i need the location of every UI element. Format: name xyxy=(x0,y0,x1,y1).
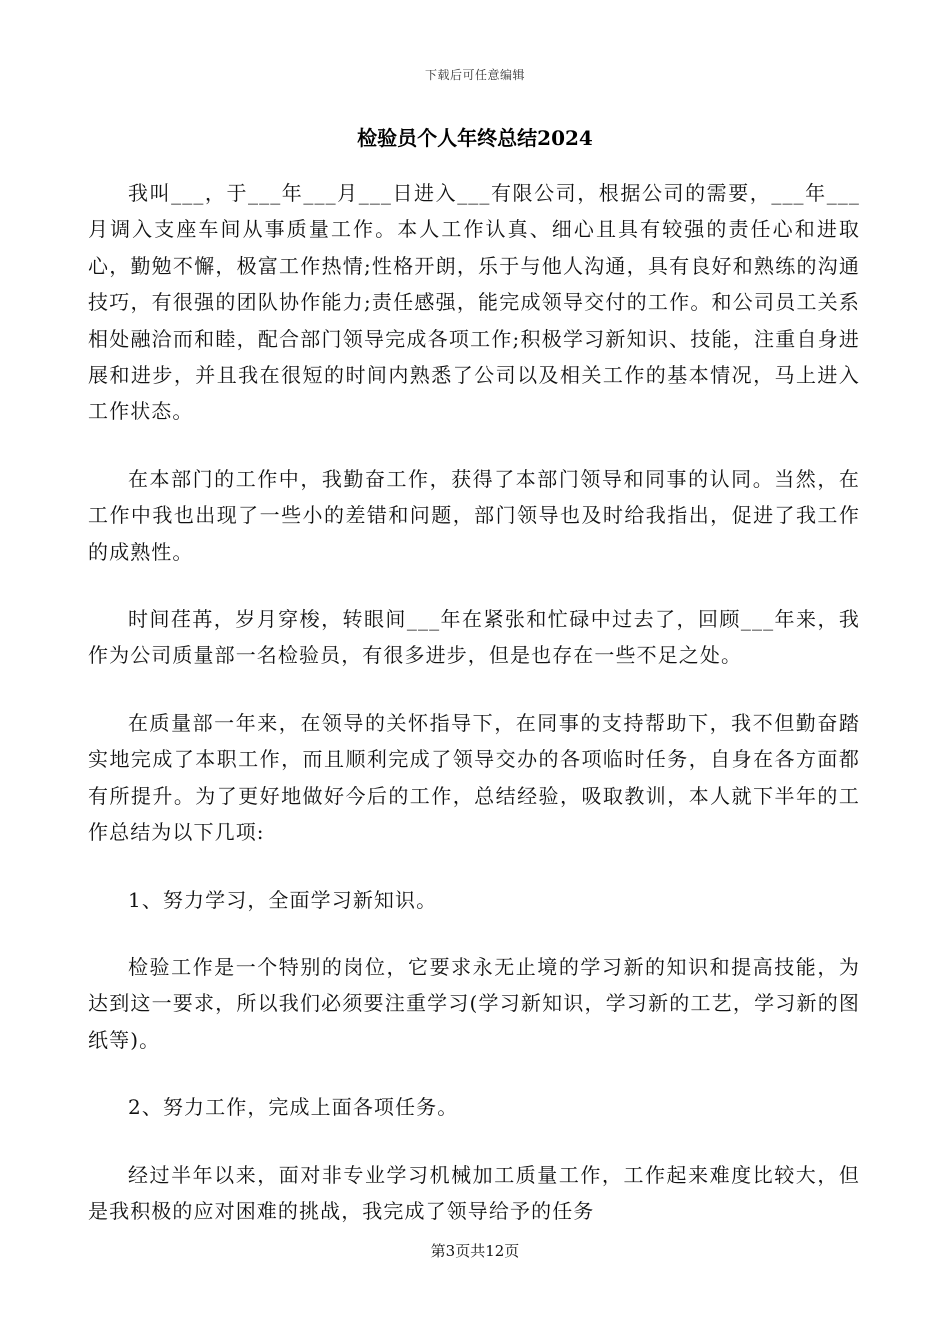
paragraph-work-tasks: 经过半年以来，面对非专业学习机械加工质量工作，工作起来难度比较大，但是我积极的应对困难的挑战，我完成了领导给予的任务 xyxy=(88,1162,860,1223)
paragraph-quality-dept: 在质量部一年来，在领导的关怀指导下，在同事的支持帮助下，我不但勤奋踏实地完成了本职工作，而且顺利完成了领导交办的各项临时任务，自身在各方面都有所提升。为了更好地做好今后的工作，总结经验，吸取教训，本人就下半年的工作总结为以下几项: xyxy=(88,710,860,845)
page-number: 第3页共12页 xyxy=(430,1242,520,1260)
document-body xyxy=(88,175,860,1229)
paragraph-year-review: 时间荏苒，岁月穿梭，转眼间___年在紧张和忙碌中过去了，回顾___年来，我作为公司质量部一名检验员，有很多进步，但是也存在一些不足之处。 xyxy=(88,607,860,668)
paragraph-intro: 我叫___，于___年___月___日进入___有限公司，根据公司的需要，___年___月调入支座车间从事质量工作。本人工作认真、细心且具有较强的责任心和进取心，勤勉不懈，极富工作热情;性格开朗，乐于与他人沟通，具有良好和熟练的沟通技巧，有很强的团队协作能力;责任感强，能完成领导交付的工作。和公司员工关系相处融洽而和睦，配合部门领导完成各项工作;积极学习新知识、技能，注重自身进展和进步，并且我在很短的时间内熟悉了公司以及相关工作的基本情况，马上进入工作状态。 xyxy=(88,181,860,424)
section-heading-1: 1、努力学习，全面学习新知识。 xyxy=(128,887,438,912)
paragraph-department-work: 在本部门的工作中，我勤奋工作，获得了本部门领导和同事的认同。当然，在工作中我也出现了一些小的差错和问题，部门领导也及时给我指出，促进了我工作的成熟性。 xyxy=(88,466,860,564)
header-note: 下载后可任意编辑 xyxy=(424,68,525,82)
section-heading-2: 2、努力工作，完成上面各项任务。 xyxy=(128,1095,459,1120)
document-title: 检验员个人年终总结2024 xyxy=(357,126,593,150)
paragraph-learning: 检验工作是一个特别的岗位，它要求永无止境的学习新的知识和提高技能，为达到这一要求，所以我们必须要注重学习(学习新知识，学习新的工艺，学习新的图纸等)。 xyxy=(88,954,860,1052)
